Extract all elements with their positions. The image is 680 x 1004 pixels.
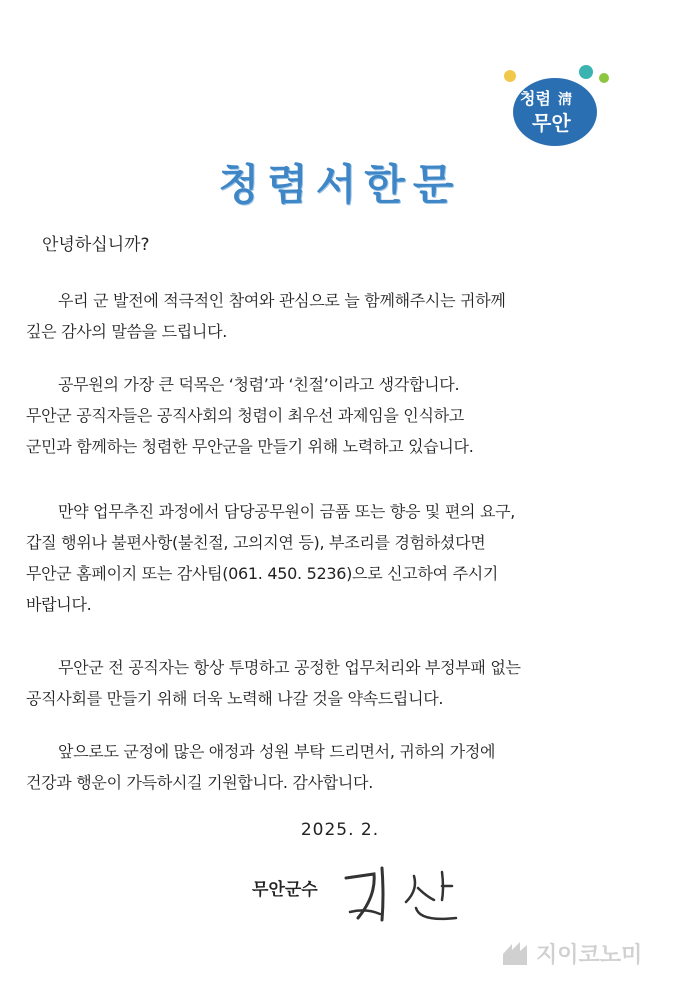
text-line: 깊은 감사의 말씀을 드립니다. <box>26 322 228 341</box>
paragraph <box>26 496 652 620</box>
text-line: 건강과 행운이 가득하시길 기원합니다. 감사합니다. <box>26 773 373 792</box>
cheongnyeom-muan-logo <box>500 62 620 152</box>
watermark-logo-icon <box>500 939 530 969</box>
text-line: 공무원의 가장 큰 덕목은 ‘청렴’과 ‘친절’이라고 생각합니다. <box>58 375 460 394</box>
text-line: 앞으로도 군정에 많은 애정과 성원 부탁 드리면서, 귀하의 가정에 <box>58 742 496 761</box>
letter-date: 2025. 2. <box>300 820 380 840</box>
text-line: 공직사회를 만들기 위해 더욱 노력해 나갈 것을 약속드립니다. <box>26 689 444 708</box>
paragraph <box>26 736 652 798</box>
signer-title: 무안군수 <box>252 880 318 900</box>
logo-text-1b: 淸 <box>558 92 572 108</box>
handwritten-signature <box>336 856 486 926</box>
logo-text-1: 청렴 <box>520 89 551 108</box>
greeting: 안녕하십니까? <box>42 235 150 255</box>
text-line: 우리 군 발전에 적극적인 참여와 관심으로 늘 함께해주시는 귀하께 <box>58 291 506 310</box>
paragraph <box>26 652 652 714</box>
text-line: 무안군 전 공직자는 항상 투명하고 공정한 업무처리와 부정부패 없는 <box>58 658 521 677</box>
watermark <box>500 938 642 969</box>
text-line: 만약 업무추진 과정에서 담당공무원이 금품 또는 향응 및 편의 요구, <box>58 502 516 521</box>
text-line: 무안군 공직자들은 공직사회의 청렴이 최우선 과제임을 인식하고 <box>26 406 464 425</box>
logo-text-2: 무안 <box>532 111 571 135</box>
paragraph <box>26 285 652 347</box>
text-line: 바랍니다. <box>26 595 92 614</box>
watermark-text: 지이코노미 <box>536 943 643 968</box>
text-line: 갑질 행위나 불편사항(불친절, 고의지연 등), 부조리를 경험하셨다면 <box>26 533 486 552</box>
letter-title: 청렴서한문 <box>218 160 462 209</box>
text-line: 무안군 홈페이지 또는 감사팀(061. 450. 5236)으로 신고하여 주시기 <box>26 564 499 583</box>
paragraph <box>26 369 652 462</box>
text-line: 군민과 함께하는 청렴한 무안군을 만들기 위해 노력하고 있습니다. <box>26 437 474 456</box>
letter-body <box>26 285 652 820</box>
